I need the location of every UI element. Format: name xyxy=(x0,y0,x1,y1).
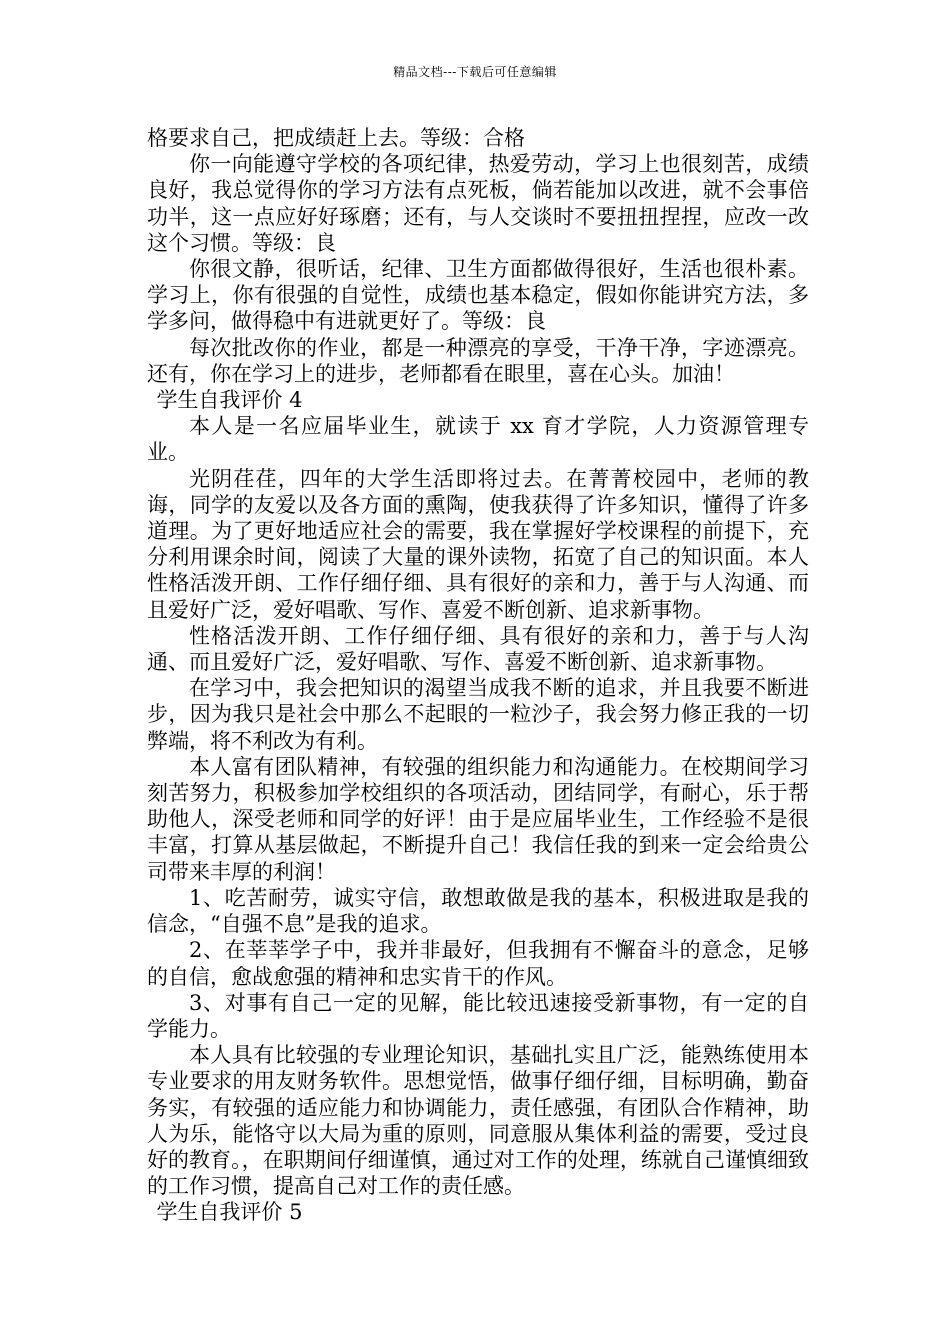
section-heading-5: 学生自我评价 5 xyxy=(156,1200,303,1225)
paragraph-intro: 本人是一名应届毕业生，就读于 xx 育才学院，人力资源管理专业。 xyxy=(147,414,809,465)
paragraph-personality: 性格活泼开朗、工作仔细仔细、具有很好的亲和力，善于与人沟通、而且爱好广泛，爱好唱歌、写作、喜爱不断创新、追求新事物。 xyxy=(147,623,809,675)
list-item-3: 3、对事有自己一定的见解，能比较迅速接受新事物，有一定的自学能力。 xyxy=(147,990,809,1041)
page-header: 精品文档---下载后可任意编辑 xyxy=(393,65,557,79)
paragraph-grade-continuation: 格要求自己，把成绩赶上去。等级：合格 xyxy=(147,126,525,150)
paragraph-comment-quiet: 你很文静，很听话，纪律、卫生方面都做得很好，生活也很朴素。学习上，你有很强的自觉性，成绩也基本稳定，假如你能讲究方法，多学多问，做得稳中有进就更好了。等级：良 xyxy=(147,257,809,334)
list-item-2: 2、在莘莘学子中，我并非最好，但我拥有不懈奋斗的意念，足够的自信，愈战愈强的精神和忠实肯干的作风。 xyxy=(147,938,809,989)
paragraph-professional-skills: 本人具有比较强的专业理论知识，基础扎实且广泛，能熟练使用本专业要求的用友财务软件。思想觉悟，做事仔细仔细，目标明确，勤奋务实，有较强的适应能力和协调能力，责任感强，有团队合作精神，助人为乐，能恪守以大局为重的原则，同意服从集体利益的需要，受过良好的教育。，在职期间仔细谨慎，通过对工作的处理，练就自己谨慎细致的工作习惯，提高自己对工作的责任感。 xyxy=(147,1043,809,1199)
section-heading-4: 学生自我评价 4 xyxy=(156,388,303,413)
paragraph-learning: 在学习中，我会把知识的渴望当成我不断的追求，并且我要不断进步，因为我只是社会中那么不起眼的一粒沙子，我会努力修正我的一切弊端，将不利改为有利。 xyxy=(147,676,809,753)
paragraph-university-life: 光阴荏荏，四年的大学生活即将过去。在菁菁校园中，老师的教诲，同学的友爱以及各方面的熏陶，使我获得了许多知识，懂得了许多道理。为了更好地适应社会的需要，我在掌握好学校课程的前提下，充分利用课余时间，阅读了大量的课外读物，拓宽了自己的知识面。本人性格活泼开朗、工作仔细仔细、具有很好的亲和力，善于与人沟通、而且爱好广泛，爱好唱歌、写作、喜爱不断创新、追求新事物。 xyxy=(147,466,809,622)
paragraph-teamwork: 本人富有团队精神，有较强的组织能力和沟通能力。在校期间学习刻苦努力，积极参加学校组织的各项活动，团结同学，有耐心，乐于帮助他人，深受老师和同学的好评！由于是应届毕业生，工作经验不是很丰富，打算从基层做起，不断提升自己！我信任我的到来一定会给贵公司带来丰厚的利润！ xyxy=(147,754,809,884)
document-body xyxy=(147,125,809,1226)
list-item-1: 1、吃苦耐劳，诚实守信，敢想敢做是我的基本，积极进取是我的信念，“自强不息”是我的追求。 xyxy=(147,885,809,937)
paragraph-comment-discipline: 你一向能遵守学校的各项纪律，热爱劳动，学习上也很刻苦，成绩良好，我总觉得你的学习方法有点死板，倘若能加以改进，就不会事倍功半，这一点应好好琢磨；还有，与人交谈时不要扭扭捏捏，应改一改这个习惯。等级：良 xyxy=(147,152,809,255)
paragraph-comment-homework: 每次批改你的作业，都是一种漂亮的享受，干净干净，字迹漂亮。还有，你在学习上的进步，老师都看在眼里，喜在心头。加油！ xyxy=(147,335,809,386)
